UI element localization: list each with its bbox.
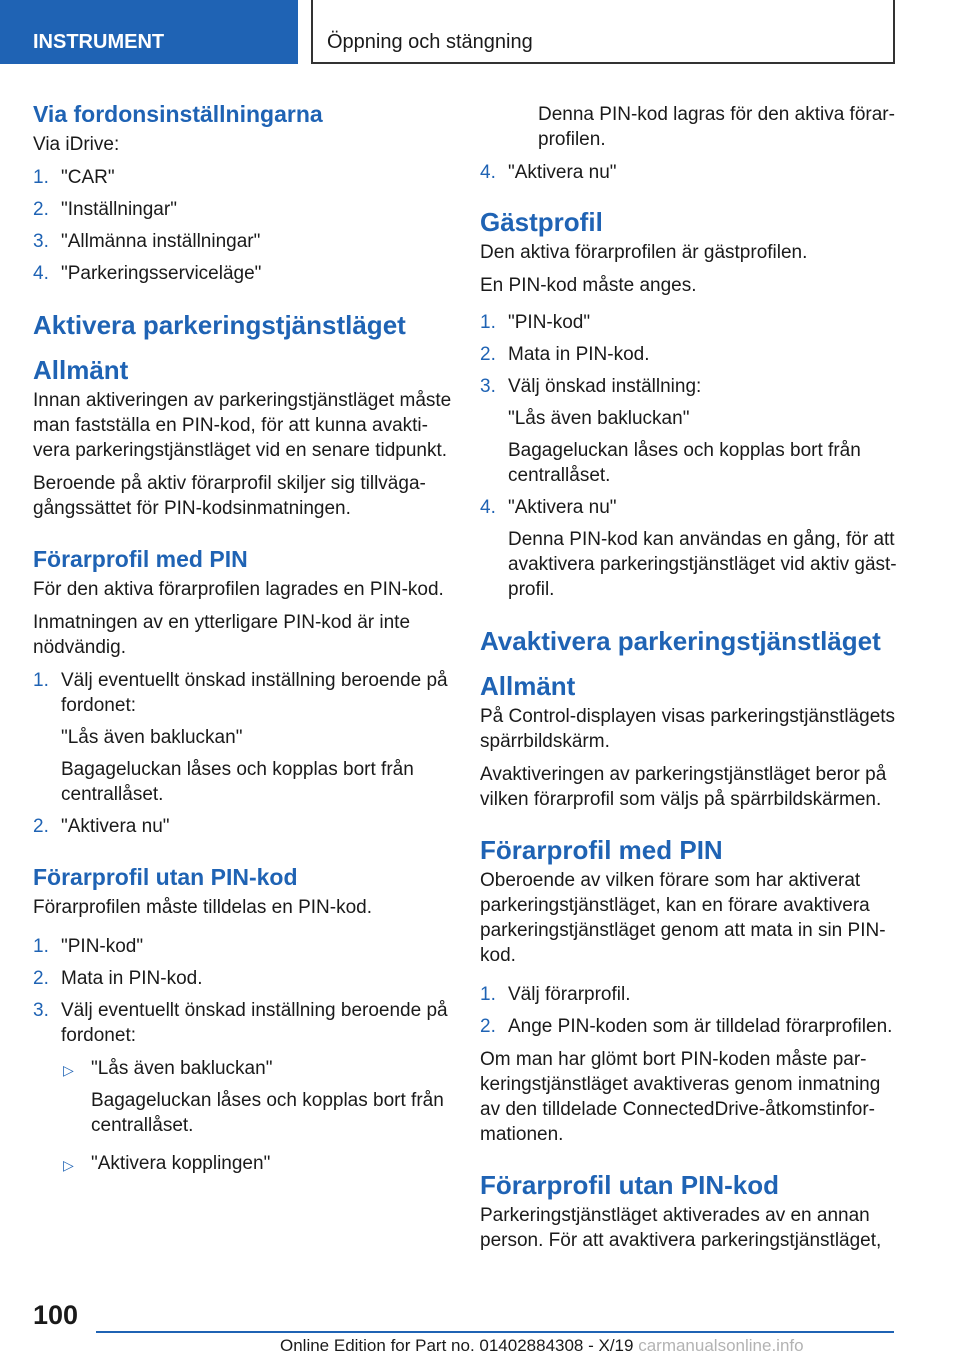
heading-allmant: Allmänt	[480, 671, 576, 701]
list-item	[33, 934, 453, 959]
left-column	[33, 98, 453, 1183]
triangle-bullet-icon: ▷	[63, 1062, 74, 1078]
heading-utanpin: Förarprofil utan PIN-kod	[480, 1170, 779, 1200]
step-text: "PIN-kod"	[61, 936, 144, 957]
bullet-sub: Bagageluckan låses och kopplas bort från centrallåset.	[91, 1090, 444, 1136]
list-item	[33, 261, 453, 286]
footer-rule	[96, 1331, 894, 1333]
list-item	[480, 310, 900, 335]
step-text: "Aktivera nu"	[508, 497, 617, 518]
triangle-bullet-icon: ▷	[63, 1157, 74, 1173]
list-item	[480, 982, 900, 1007]
bullet-text: "Lås även bakluckan"	[91, 1058, 273, 1079]
step-text: Välj förarprofil.	[508, 984, 631, 1005]
step-text: "Inställningar"	[61, 199, 177, 220]
via-idrive: Via iDrive:	[33, 134, 120, 155]
page-number: 100	[33, 1300, 79, 1330]
step-number: 1.	[480, 312, 496, 333]
paragraph: Parkeringstjänstläget aktiverades av en annan person. För att avaktivera parkeringstjänstläget,	[480, 1205, 882, 1251]
step-sub: Denna PIN-kod kan användas en gång, för att avaktivera parkeringstjänstläget vid aktiv gäst-profil.	[508, 529, 897, 600]
header-chapter: Öppning och stängning	[311, 0, 895, 64]
paragraph: En PIN-kod måste anges.	[480, 275, 697, 296]
step-number: 3.	[33, 1000, 49, 1021]
bullet-item	[33, 1056, 453, 1138]
step-number: 4.	[480, 497, 496, 518]
step-text: "Aktivera nu"	[61, 816, 170, 837]
watermark: carmanualsonline.info	[638, 1336, 804, 1355]
step-text: "PIN-kod"	[508, 312, 591, 333]
list-item	[33, 165, 453, 190]
step-number: 2.	[480, 344, 496, 365]
step-number: 2.	[480, 1016, 496, 1037]
list-item	[33, 966, 453, 991]
paragraph: Den aktiva förarprofilen är gästprofilen.	[480, 242, 808, 263]
heading-medpin: Förarprofil med PIN	[33, 546, 248, 572]
list-item	[480, 342, 900, 367]
step-text: "Aktivera nu"	[508, 162, 617, 183]
header-section: INSTRUMENT	[0, 0, 298, 64]
step-sub: Bagageluckan låses och kopplas bort från centrallåset.	[61, 759, 414, 805]
bullet-item	[33, 1151, 453, 1176]
step-number: 1.	[33, 167, 49, 188]
medpin-steps	[33, 668, 453, 839]
list-item	[33, 668, 453, 807]
list-item	[480, 160, 900, 185]
step-number: 1.	[480, 984, 496, 1005]
continued-text: Denna PIN-kod lagras för den aktiva förar-profilen.	[538, 104, 895, 150]
heading-avaktivera: Avaktivera parkeringstjänstläget	[480, 626, 881, 656]
step-sub: Bagageluckan låses och kopplas bort från centrallåset.	[508, 440, 861, 486]
list-item	[480, 1014, 900, 1039]
list-item	[480, 374, 900, 488]
step-sub: "Lås även bakluckan"	[508, 408, 690, 429]
gast-steps	[480, 310, 900, 602]
heading-aktivera: Aktivera parkeringstjänstläget	[33, 310, 406, 340]
step-text: Välj önskad inställning:	[508, 376, 702, 397]
bullet-text: "Aktivera kopplingen"	[91, 1153, 271, 1174]
step-number: 4.	[480, 162, 496, 183]
step-text: Välj eventuellt önskad inställning beroende på fordonet:	[61, 1000, 448, 1046]
paragraph: För den aktiva förarprofilen lagrades en PIN-kod.	[33, 579, 444, 600]
fordon-steps	[33, 165, 453, 286]
list-item	[480, 495, 900, 602]
edition-text: Online Edition for Part no. 01402884308 - X/19	[280, 1336, 634, 1355]
step-number: 4.	[33, 263, 49, 284]
heading-medpin: Förarprofil med PIN	[480, 835, 723, 865]
step-number: 3.	[480, 376, 496, 397]
heading-allmant: Allmänt	[33, 355, 129, 385]
heading-via-fordon: Via fordonsinställningarna	[33, 101, 323, 127]
step-text: "Parkeringsserviceläge"	[61, 263, 262, 284]
heading-gast: Gästprofil	[480, 207, 603, 237]
step-text: Ange PIN-koden som är tilldelad förarprofilen.	[508, 1016, 893, 1037]
paragraph: Innan aktiveringen av parkeringstjänstläget måste man fastställa en PIN-kod, för att kunna avakti-vera parkeringstjänstläget vid en senare tidpunkt.	[33, 390, 452, 461]
list-item	[33, 998, 453, 1048]
avakt-medpin-steps	[480, 982, 900, 1039]
step-text: Mata in PIN-kod.	[508, 344, 650, 365]
right-column	[480, 98, 900, 1261]
utanpin-steps	[33, 934, 453, 1048]
step-number: 3.	[33, 231, 49, 252]
paragraph: På Control-displayen visas parkeringstjänstlägets spärrbildskärm.	[480, 706, 896, 752]
list-item	[33, 197, 453, 222]
footer-edition	[280, 1336, 804, 1356]
step-text: Mata in PIN-kod.	[61, 968, 203, 989]
step-number: 2.	[33, 199, 49, 220]
paragraph: Förarprofilen måste tilldelas en PIN-kod.	[33, 897, 372, 918]
step-number: 2.	[33, 816, 49, 837]
step-text: "CAR"	[61, 167, 115, 188]
step-number: 2.	[33, 968, 49, 989]
step-text: Välj eventuellt önskad inställning beroende på fordonet:	[61, 670, 448, 716]
paragraph: Oberoende av vilken förare som har aktiverat parkeringstjänstläget, kan en förare avaktivera parkeringstjänstläget genom att mata in sin PIN-kod.	[480, 870, 886, 966]
paragraph: Om man har glömt bort PIN-koden måste par-keringstjänstläget avaktiveras genom inmatning av den tilldelade ConnectedDrive-åtkomstinfor-mationen.	[480, 1049, 881, 1145]
paragraph: Inmatningen av en ytterligare PIN-kod är inte nödvändig.	[33, 612, 411, 658]
list-item	[33, 229, 453, 254]
paragraph: Beroende på aktiv förarprofil skiljer sig tillväga-gångssättet för PIN-kodsinmatningen.	[33, 473, 426, 519]
step-text: "Allmänna inställningar"	[61, 231, 261, 252]
list-item	[33, 814, 453, 839]
step-number: 1.	[33, 670, 49, 691]
heading-utanpin: Förarprofil utan PIN-kod	[33, 864, 298, 890]
paragraph: Avaktiveringen av parkeringstjänstläget beror på vilken förarprofil som väljs på spärrbildskärmen.	[480, 764, 887, 810]
step-number: 1.	[33, 936, 49, 957]
step-sub: "Lås även bakluckan"	[61, 727, 243, 748]
